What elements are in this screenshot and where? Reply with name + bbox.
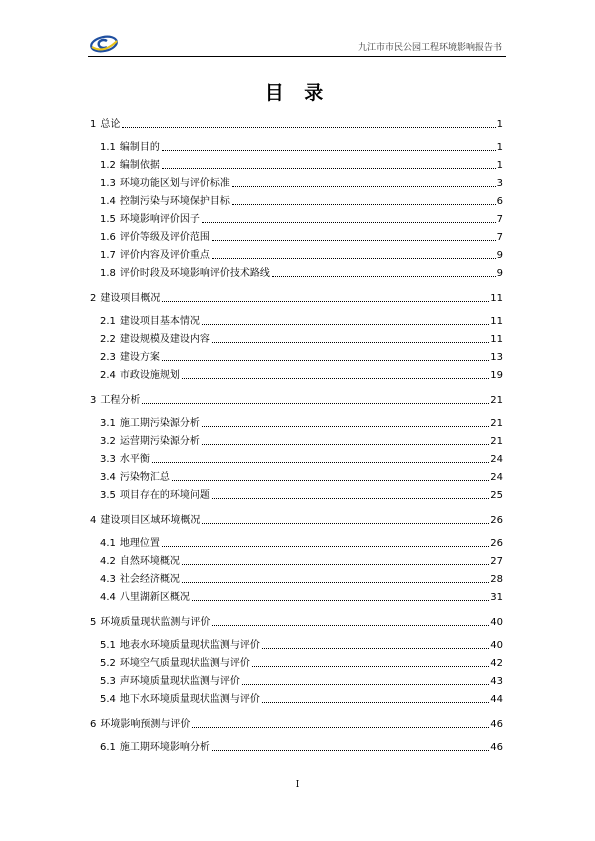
toc-entry-page: 26 — [490, 538, 503, 549]
toc-entry-page: 1 — [496, 160, 503, 171]
toc-entry-number: 3.3 — [100, 454, 116, 465]
toc-entry-title: 社会经济概况 — [119, 574, 180, 585]
toc-dot-leader — [212, 498, 489, 499]
toc-entry-title: 控制污染与环境保护目标 — [119, 196, 230, 207]
toc-section-entry[interactable] — [90, 435, 503, 448]
toc-entry-number: 5.1 — [100, 640, 116, 651]
toc-section-entry[interactable] — [90, 159, 503, 172]
toc-dot-leader — [182, 564, 489, 565]
toc-dot-leader — [272, 276, 496, 277]
toc-entry-title: 建设规模及建设内容 — [119, 334, 210, 345]
toc-entry-number: 3.4 — [100, 472, 116, 483]
toc-entry-number: 4.4 — [100, 592, 116, 603]
toc-dot-leader — [162, 150, 496, 151]
toc-dot-leader — [252, 666, 489, 667]
toc-entry-page: 11 — [490, 334, 503, 345]
toc-entry-page: 7 — [496, 232, 503, 243]
toc-section-entry[interactable] — [90, 675, 503, 688]
toc-entry-page: 11 — [490, 293, 503, 304]
toc-dot-leader — [162, 546, 489, 547]
toc-entry-title: 水平衡 — [119, 454, 150, 465]
toc-entry-page: 43 — [490, 676, 503, 687]
toc-dot-leader — [152, 462, 489, 463]
toc-entry-number: 4 — [90, 515, 97, 526]
toc-section-entry[interactable] — [90, 249, 503, 262]
toc-entry-number: 6.1 — [100, 742, 116, 753]
toc-dot-leader — [212, 240, 496, 241]
toc-entry-page: 40 — [490, 640, 503, 651]
toc-entry-page: 27 — [490, 556, 503, 567]
toc-section-entry[interactable] — [90, 657, 503, 670]
toc-entry-title: 环境质量现状监测与评价 — [100, 617, 211, 628]
toc-entry-title: 编制依据 — [119, 160, 160, 171]
toc-entry-number: 2.4 — [100, 370, 116, 381]
toc-entry-page: 26 — [490, 515, 503, 526]
toc-entry-number: 1 — [90, 119, 97, 130]
toc-entry-title: 地表水环境质量现状监测与评价 — [119, 640, 260, 651]
toc-entry-title: 建设项目概况 — [100, 293, 161, 304]
toc-entry-number: 1.5 — [100, 214, 116, 225]
toc-entry-number: 4.3 — [100, 574, 116, 585]
toc-dot-leader — [232, 204, 496, 205]
toc-entry-number: 5.2 — [100, 658, 116, 669]
toc-chapter-entry[interactable] — [90, 514, 503, 527]
toc-entry-page: 7 — [496, 214, 503, 225]
toc-entry-page: 24 — [490, 472, 503, 483]
toc-entry-title: 工程分析 — [100, 395, 141, 406]
toc-entry-number: 5.3 — [100, 676, 116, 687]
toc-dot-leader — [202, 523, 489, 524]
toc-section-entry[interactable] — [90, 267, 503, 280]
toc-entry-title: 地下水环境质量现状监测与评价 — [119, 694, 260, 705]
toc-entry-title: 环境空气质量现状监测与评价 — [119, 658, 250, 669]
toc-entry-page: 21 — [490, 418, 503, 429]
table-of-contents — [90, 118, 503, 754]
toc-dot-leader — [202, 426, 489, 427]
toc-dot-leader — [202, 444, 489, 445]
toc-entry-title: 运营期污染源分析 — [119, 436, 200, 447]
toc-entry-title: 评价时段及环境影响评价技术路线 — [119, 268, 270, 279]
toc-entry-page: 13 — [490, 352, 503, 363]
toc-entry-page: 46 — [490, 742, 503, 753]
toc-section-entry[interactable] — [90, 417, 503, 430]
toc-entry-title: 自然环境概况 — [119, 556, 180, 567]
toc-entry-page: 21 — [490, 395, 503, 406]
toc-entry-number: 1.6 — [100, 232, 116, 243]
toc-dot-leader — [262, 702, 489, 703]
toc-section-entry[interactable] — [90, 591, 503, 604]
toc-entry-title: 地理位置 — [119, 538, 160, 549]
toc-entry-title: 总论 — [100, 119, 121, 130]
toc-section-entry[interactable] — [90, 195, 503, 208]
toc-dot-leader — [192, 600, 489, 601]
toc-entry-page: 1 — [496, 142, 503, 153]
toc-chapter-entry[interactable] — [90, 394, 503, 407]
toc-entry-page: 25 — [490, 490, 503, 501]
toc-entry-title: 编制目的 — [119, 142, 160, 153]
toc-entry-title: 施工期污染源分析 — [119, 418, 200, 429]
toc-entry-number: 3.1 — [100, 418, 116, 429]
toc-entry-page: 6 — [496, 196, 503, 207]
toc-entry-title: 项目存在的环境问题 — [119, 490, 210, 501]
toc-entry-number: 2.1 — [100, 316, 116, 327]
header-title: 九江市市民公园工程环境影响报告书 — [357, 43, 502, 53]
toc-entry-title: 环境功能区划与评价标准 — [119, 178, 230, 189]
page-number: I — [295, 780, 300, 790]
toc-entry-number: 4.2 — [100, 556, 116, 567]
toc-entry-number: 1.7 — [100, 250, 116, 261]
toc-entry-title: 环境影响评价因子 — [119, 214, 200, 225]
toc-dot-leader — [262, 648, 489, 649]
toc-entry-page: 46 — [490, 719, 503, 730]
toc-section-entry[interactable] — [90, 315, 503, 328]
toc-entry-page: 40 — [490, 617, 503, 628]
toc-entry-page: 24 — [490, 454, 503, 465]
toc-entry-page: 9 — [496, 250, 503, 261]
toc-entry-title: 建设项目区域环境概况 — [100, 515, 201, 526]
toc-entry-number: 1.4 — [100, 196, 116, 207]
toc-entry-number: 5 — [90, 617, 97, 628]
toc-section-entry[interactable] — [90, 537, 503, 550]
toc-entry-number: 1.8 — [100, 268, 116, 279]
toc-dot-leader — [162, 360, 489, 361]
toc-entry-title: 声环境质量现状监测与评价 — [119, 676, 240, 687]
toc-entry-title: 施工期环境影响分析 — [119, 742, 210, 753]
toc-section-entry[interactable] — [90, 453, 503, 466]
toc-entry-title: 八里湖新区概况 — [119, 592, 190, 603]
toc-dot-leader — [212, 342, 489, 343]
toc-entry-number: 1.2 — [100, 160, 116, 171]
toc-entry-number: 5.4 — [100, 694, 116, 705]
toc-dot-leader — [162, 301, 489, 302]
toc-entry-title: 评价等级及评价范围 — [119, 232, 210, 243]
toc-title: 目 录 — [264, 82, 331, 104]
toc-section-entry[interactable] — [90, 489, 503, 502]
toc-section-entry[interactable] — [90, 639, 503, 652]
toc-dot-leader — [182, 378, 489, 379]
toc-section-entry[interactable] — [90, 213, 503, 226]
toc-section-entry[interactable] — [90, 369, 503, 382]
toc-entry-number: 3.5 — [100, 490, 116, 501]
toc-section-entry[interactable] — [90, 351, 503, 364]
toc-entry-page: 19 — [490, 370, 503, 381]
toc-entry-page: 9 — [496, 268, 503, 279]
toc-section-entry[interactable] — [90, 231, 503, 244]
toc-dot-leader — [212, 750, 489, 751]
toc-section-entry[interactable] — [90, 177, 503, 190]
toc-dot-leader — [162, 168, 496, 169]
toc-entry-page: 21 — [490, 436, 503, 447]
toc-entry-number: 2.3 — [100, 352, 116, 363]
toc-section-entry[interactable] — [90, 693, 503, 706]
toc-entry-page: 31 — [490, 592, 503, 603]
toc-entry-page: 11 — [490, 316, 503, 327]
toc-dot-leader — [212, 625, 489, 626]
toc-dot-leader — [142, 403, 489, 404]
toc-section-entry[interactable] — [90, 555, 503, 568]
toc-entry-title: 建设方案 — [119, 352, 160, 363]
toc-dot-leader — [122, 127, 495, 128]
toc-entry-page: 3 — [496, 178, 503, 189]
toc-entry-number: 1.1 — [100, 142, 116, 153]
toc-entry-number: 1.3 — [100, 178, 116, 189]
toc-entry-title: 环境影响预测与评价 — [100, 719, 191, 730]
toc-entry-number: 2.2 — [100, 334, 116, 345]
toc-dot-leader — [232, 186, 496, 187]
toc-entry-title: 市政设施规划 — [119, 370, 180, 381]
toc-dot-leader — [202, 324, 489, 325]
toc-entry-page: 1 — [496, 119, 503, 130]
toc-dot-leader — [192, 727, 489, 728]
toc-entry-number: 3.2 — [100, 436, 116, 447]
toc-dot-leader — [182, 582, 489, 583]
company-logo-icon — [88, 32, 120, 54]
toc-entry-title: 评价内容及评价重点 — [119, 250, 210, 261]
toc-entry-page: 42 — [490, 658, 503, 669]
toc-dot-leader — [242, 684, 489, 685]
toc-chapter-entry[interactable] — [90, 718, 503, 731]
toc-entry-title: 建设项目基本情况 — [119, 316, 200, 327]
toc-section-entry[interactable] — [90, 471, 503, 484]
toc-chapter-entry[interactable] — [90, 118, 503, 131]
toc-entry-page: 44 — [490, 694, 503, 705]
toc-entry-number: 4.1 — [100, 538, 116, 549]
toc-section-entry[interactable] — [90, 573, 503, 586]
toc-entry-page: 28 — [490, 574, 503, 585]
toc-chapter-entry[interactable] — [90, 292, 503, 305]
page-header — [88, 32, 506, 57]
toc-dot-leader — [172, 480, 489, 481]
toc-entry-number: 3 — [90, 395, 97, 406]
toc-entry-number: 2 — [90, 293, 97, 304]
toc-entry-title: 污染物汇总 — [119, 472, 170, 483]
toc-section-entry[interactable] — [90, 741, 503, 754]
toc-dot-leader — [202, 222, 496, 223]
toc-dot-leader — [212, 258, 496, 259]
toc-section-entry[interactable] — [90, 333, 503, 346]
toc-chapter-entry[interactable] — [90, 616, 503, 629]
toc-entry-number: 6 — [90, 719, 97, 730]
toc-section-entry[interactable] — [90, 141, 503, 154]
